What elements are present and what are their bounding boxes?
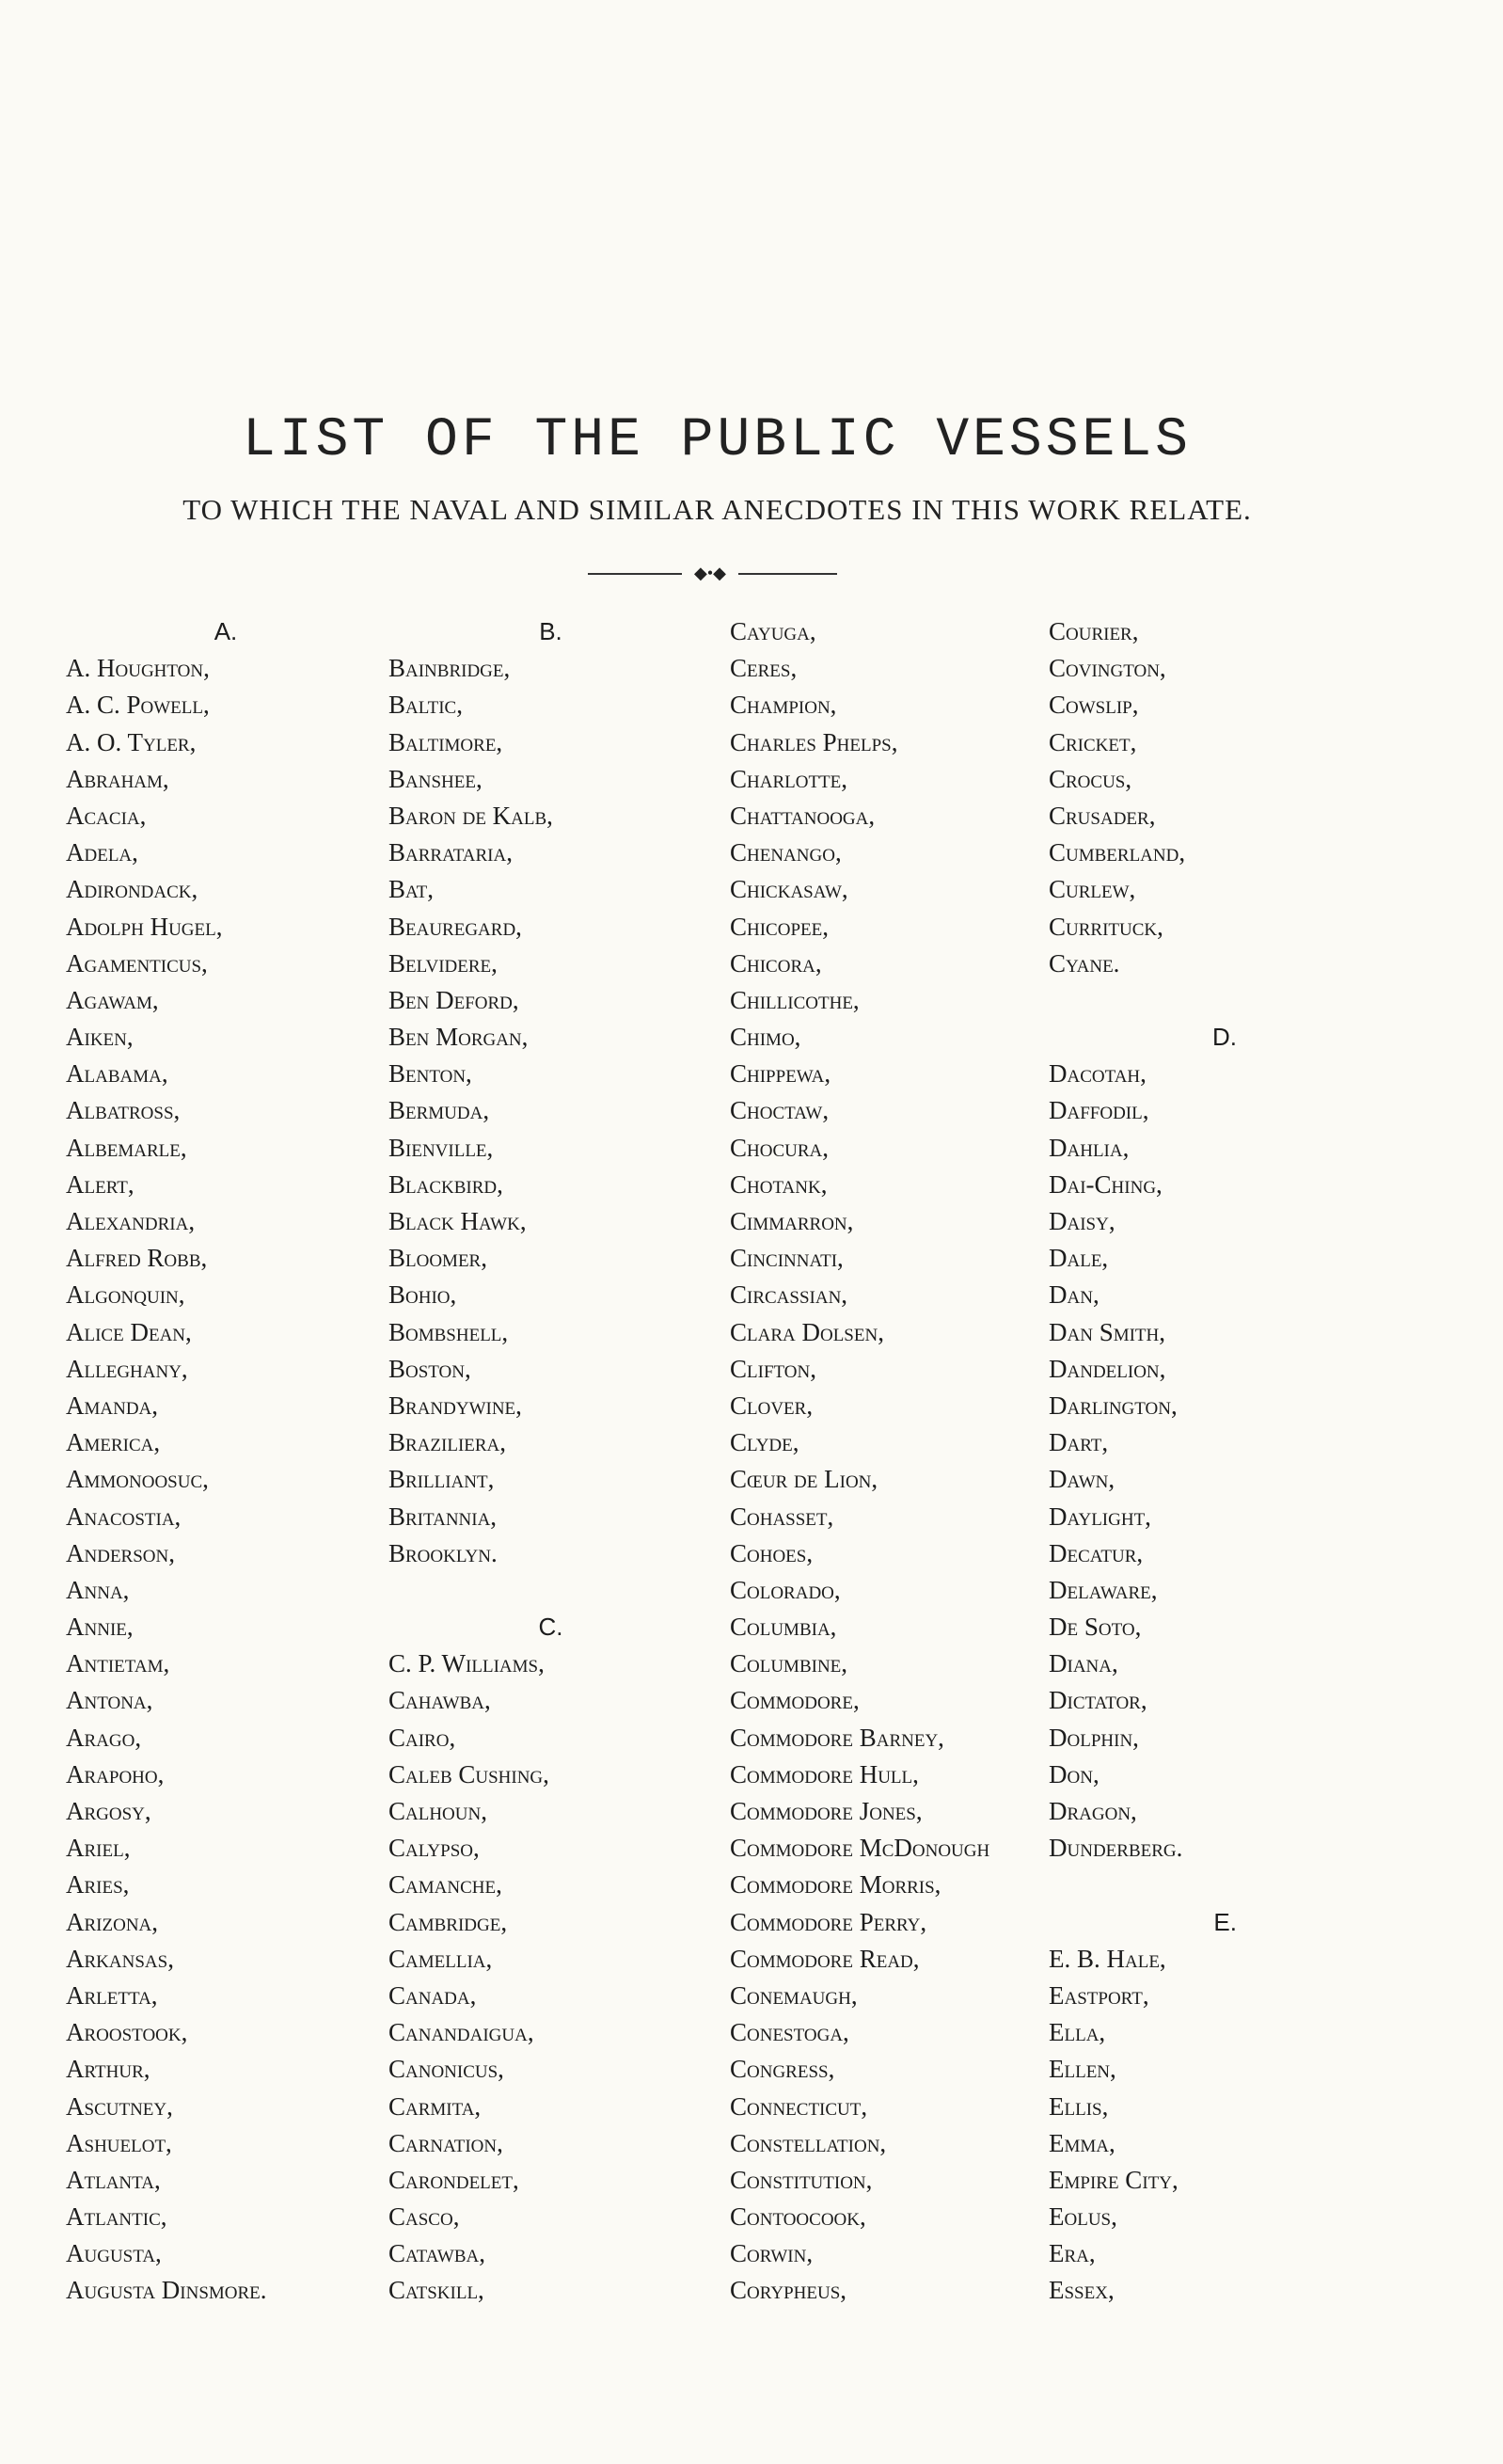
vessel-entry: Baltimore, — [388, 727, 503, 756]
vessel-entry: Arthur, — [66, 2055, 150, 2084]
vessel-entry: Corwin, — [730, 2239, 814, 2268]
vessel-entry: Conestoga, — [730, 2018, 849, 2047]
vessel-entry: Columbia, — [730, 1613, 837, 1642]
vessel-entry: Brilliant, — [388, 1465, 495, 1494]
vessel-entry: Emma, — [1049, 2128, 1115, 2157]
vessel-entry: Aroostook, — [66, 2018, 188, 2047]
vessel-entry: Connecticut, — [730, 2091, 868, 2121]
vessel-entry: Braziliera, — [388, 1428, 507, 1457]
vessel-entry: Chicora, — [730, 948, 822, 978]
vessel-entry: Arkansas, — [66, 1944, 174, 1973]
vessel-entry: Alexandria, — [66, 1207, 196, 1235]
vessel-entry: Ascutney, — [66, 2091, 173, 2121]
vessel-entry: Ammonoosuc, — [66, 1465, 209, 1494]
vessel-entry: Cayuga, — [730, 617, 816, 645]
vessel-entry: Alice Dean, — [66, 1317, 192, 1346]
vessel-entry: Alleghany, — [66, 1354, 188, 1383]
vessel-entry: Brandywine, — [388, 1391, 522, 1420]
vessel-entry: Alfred Robb, — [66, 1244, 208, 1273]
vessel-entry: Alert, — [66, 1169, 134, 1199]
vessel-entry: Cyane. — [1049, 948, 1120, 978]
vessel-entry: Casco, — [388, 2202, 460, 2232]
vessel-entry: Black Hawk, — [388, 1207, 527, 1235]
vessel-entry: Charlotte, — [730, 764, 848, 793]
vessel-entry: Dunderberg. — [1049, 1834, 1183, 1863]
vessel-entry: Arapoho, — [66, 1759, 165, 1788]
vessel-entry: Empire City, — [1049, 2165, 1179, 2194]
vessel-entry: Baron de Kalb, — [388, 801, 553, 830]
vessel-entry: Curlew, — [1049, 875, 1136, 904]
page-subtitle: TO WHICH THE NAVAL AND SIMILAR ANECDOTES IN THIS WORK RELATE. — [182, 493, 1252, 526]
vessel-entry: Crocus, — [1049, 764, 1132, 793]
vessel-entry: A. O. Tyler, — [66, 727, 197, 756]
vessel-column-3 — [730, 613, 1050, 2310]
vessel-entry: A. Houghton, — [66, 654, 210, 683]
vessel-column-1 — [66, 613, 386, 2310]
vessel-entry: Ellis, — [1049, 2091, 1109, 2121]
vessel-entry: Blackbird, — [388, 1169, 503, 1199]
vessel-entry: Dragon, — [1049, 1797, 1137, 1825]
vessel-entry: Aries, — [66, 1870, 130, 1900]
vessel-entry: Conemaugh, — [730, 1980, 858, 2010]
vessel-entry: Covington, — [1049, 654, 1166, 683]
vessel-entry: Ella, — [1049, 2018, 1106, 2047]
vessel-column-4 — [1049, 613, 1237, 2310]
vessel-entry: Cincinnati, — [730, 1244, 844, 1273]
vessel-entry: Chotank, — [730, 1169, 828, 1199]
vessel-entry: Antietam, — [66, 1649, 170, 1678]
vessel-entry: Chippewa, — [730, 1059, 831, 1089]
vessel-entry: Columbine, — [730, 1649, 848, 1678]
vessel-entry: Clara Dolsen, — [730, 1317, 884, 1346]
vessel-entry: Bermuda, — [388, 1096, 490, 1125]
vessel-entry: Ariel, — [66, 1834, 131, 1863]
vessel-entry: Cimmarron, — [730, 1207, 854, 1235]
vessel-column-2 — [388, 613, 713, 2310]
vessel-entry: Adela, — [66, 838, 138, 867]
vessel-entry: Beauregard, — [388, 912, 522, 941]
vessel-entry: Alabama, — [66, 1059, 168, 1089]
vessel-entry: Cricket, — [1049, 727, 1137, 756]
vessel-entry: Delaware, — [1049, 1575, 1158, 1604]
vessel-entry: Catskill, — [388, 2276, 484, 2305]
section-gap — [1049, 982, 1237, 1019]
vessel-entry: Camanche, — [388, 1870, 502, 1900]
vessel-entry: Decatur, — [1049, 1538, 1144, 1567]
vessel-entry: Canada, — [388, 1980, 477, 2010]
vessel-entry: Augusta, — [66, 2239, 162, 2268]
vessel-entry: Amanda, — [66, 1391, 159, 1420]
vessel-entry: Courier, — [1049, 617, 1139, 645]
vessel-entry: Adirondack, — [66, 875, 198, 904]
vessel-entry: Commodore, — [730, 1686, 860, 1715]
vessel-entry: Dahlia, — [1049, 1133, 1130, 1162]
vessel-entry: Dale, — [1049, 1244, 1109, 1273]
vessel-entry: E. B. Hale, — [1049, 1944, 1166, 1973]
vessel-entry: Bainbridge, — [388, 654, 511, 683]
vessel-entry: Commodore Read, — [730, 1944, 920, 1973]
vessel-entry: Argosy, — [66, 1797, 151, 1825]
divider-ornament: ◆•◆ — [682, 562, 738, 584]
vessel-entry: Constitution, — [730, 2165, 873, 2194]
vessel-entry: Contoocook, — [730, 2202, 866, 2232]
vessel-entry: Bombshell, — [388, 1317, 509, 1346]
vessel-entry: Commodore Perry, — [730, 1907, 927, 1936]
vessel-entry: Daffodil, — [1049, 1096, 1149, 1125]
vessel-entry: Cohoes, — [730, 1538, 814, 1567]
vessel-entry: Arago, — [66, 1723, 142, 1752]
vessel-entry: Commodore Hull, — [730, 1759, 919, 1788]
vessel-entry: Augusta Dinsmore. — [66, 2276, 267, 2305]
vessel-entry: Dan, — [1049, 1280, 1100, 1310]
vessel-entry: Congress, — [730, 2055, 835, 2084]
vessel-entry: Carondelet, — [388, 2165, 519, 2194]
section-gap — [1049, 1867, 1237, 1903]
vessel-entry: Brooklyn. — [388, 1538, 498, 1567]
vessel-entry: Dandelion, — [1049, 1354, 1166, 1383]
vessel-entry: Dai-Ching, — [1049, 1169, 1163, 1199]
vessel-entry: Dictator, — [1049, 1686, 1147, 1715]
section-heading: A. — [214, 617, 238, 645]
vessel-entry: Bat, — [388, 875, 434, 904]
vessel-entry: Essex, — [1049, 2276, 1115, 2305]
vessel-entry: Currituck, — [1049, 912, 1163, 941]
vessel-entry: Cahawba, — [388, 1686, 491, 1715]
vessel-entry: Agawam, — [66, 985, 159, 1014]
vessel-entry: Belvidere, — [388, 948, 498, 978]
vessel-entry: De Soto, — [1049, 1613, 1142, 1642]
vessel-entry: Dolphin, — [1049, 1723, 1139, 1752]
vessel-entry: Chocura, — [730, 1133, 829, 1162]
vessel-entry: Camellia, — [388, 1944, 493, 1973]
vessel-entry: Arletta, — [66, 1980, 158, 2010]
vessel-entry: Annie, — [66, 1613, 134, 1642]
vessel-entry: Cohasset, — [730, 1502, 834, 1531]
vessel-entry: Dart, — [1049, 1428, 1109, 1457]
vessel-entry: Era, — [1049, 2239, 1096, 2268]
vessel-entry: Ceres, — [730, 654, 798, 683]
vessel-entry: Champion, — [730, 691, 837, 720]
vessel-entry: Dan Smith, — [1049, 1317, 1166, 1346]
vessel-entry: A. C. Powell, — [66, 691, 210, 720]
vessel-entry: Eastport, — [1049, 1980, 1149, 2010]
vessel-entry: C. P. Williams, — [388, 1649, 545, 1678]
vessel-entry: Cambridge, — [388, 1907, 508, 1936]
vessel-entry: Carmita, — [388, 2091, 482, 2121]
vessel-entry: Catawba, — [388, 2239, 485, 2268]
vessel-entry: Ellen, — [1049, 2055, 1116, 2084]
vessel-entry: Crusader, — [1049, 801, 1156, 830]
vessel-entry: Calhoun, — [388, 1797, 487, 1825]
vessel-entry: Cowslip, — [1049, 691, 1139, 720]
vessel-entry: Bohio, — [388, 1280, 457, 1310]
vessel-entry: Britannia, — [388, 1502, 498, 1531]
vessel-entry: Acacia, — [66, 801, 147, 830]
vessel-entry: Charles Phelps, — [730, 727, 898, 756]
vessel-entry: Circassian, — [730, 1280, 848, 1310]
section-heading: E. — [1213, 1907, 1237, 1936]
vessel-entry: Barrataria, — [388, 838, 513, 867]
vessel-entry: Algonquin, — [66, 1280, 185, 1310]
vessel-entry: Antona, — [66, 1686, 153, 1715]
vessel-entry: Agamenticus, — [66, 948, 208, 978]
vessel-entry: Bienville, — [388, 1133, 494, 1162]
section-heading: B. — [539, 617, 562, 645]
vessel-entry: America, — [66, 1428, 161, 1457]
section-heading: D. — [1212, 1023, 1237, 1052]
vessel-entry: Darlington, — [1049, 1391, 1178, 1420]
vessel-entry: Ben Deford, — [388, 985, 519, 1014]
vessel-entry: Aiken, — [66, 1023, 134, 1052]
vessel-entry: Cairo, — [388, 1723, 456, 1752]
vessel-entry: Diana, — [1049, 1649, 1118, 1678]
vessel-entry: Caleb Cushing, — [388, 1759, 549, 1788]
vessel-entry: Colorado, — [730, 1575, 841, 1604]
vessel-entry: Anacostia, — [66, 1502, 182, 1531]
vessel-entry: Chicopee, — [730, 912, 829, 941]
page-title: LIST OF THE PUBLIC VESSELS — [243, 410, 1192, 471]
vessel-entry: Albemarle, — [66, 1133, 187, 1162]
vessel-entry: Constellation, — [730, 2128, 887, 2157]
vessel-entry: Adolph Hugel, — [66, 912, 223, 941]
vessel-entry: Clyde, — [730, 1428, 799, 1457]
vessel-entry: Eolus, — [1049, 2202, 1117, 2232]
vessel-entry: Benton, — [388, 1059, 472, 1089]
vessel-entry: Commodore Morris, — [730, 1870, 941, 1900]
vessel-entry: Don, — [1049, 1759, 1100, 1788]
vessel-entry: Arizona, — [66, 1907, 159, 1936]
vessel-entry: Ben Morgan, — [388, 1023, 529, 1052]
vessel-entry: Cumberland, — [1049, 838, 1186, 867]
vessel-entry: Daylight, — [1049, 1502, 1151, 1531]
vessel-entry: Boston, — [388, 1354, 471, 1383]
vessel-entry: Atlanta, — [66, 2165, 161, 2194]
vessel-entry: Choctaw, — [730, 1096, 830, 1125]
vessel-entry: Ashuelot, — [66, 2128, 172, 2157]
vessel-entry: Daisy, — [1049, 1207, 1115, 1235]
vessel-entry: Dacotah, — [1049, 1059, 1147, 1089]
vessel-entry: Baltic, — [388, 691, 463, 720]
vessel-entry: Chillicothe, — [730, 985, 860, 1014]
vessel-entry: Chenango, — [730, 838, 842, 867]
vessel-entry: Corypheus, — [730, 2276, 847, 2305]
vessel-entry: Banshee, — [388, 764, 483, 793]
vessel-entry: Commodore Barney, — [730, 1723, 944, 1752]
vessel-entry: Cœur de Lion, — [730, 1465, 878, 1494]
vessel-entry: Anderson, — [66, 1538, 175, 1567]
vessel-entry: Chimo, — [730, 1023, 801, 1052]
vessel-entry: Commodore McDonough — [730, 1834, 990, 1863]
section-gap — [388, 1572, 713, 1609]
vessel-entry: Atlantic, — [66, 2202, 167, 2232]
vessel-entry: Albatross, — [66, 1096, 181, 1125]
vessel-entry: Clover, — [730, 1391, 814, 1420]
vessel-entry: Canonicus, — [388, 2055, 504, 2084]
vessel-entry: Commodore Jones, — [730, 1797, 923, 1825]
vessel-entry: Chattanooga, — [730, 801, 876, 830]
vessel-entry: Chickasaw, — [730, 875, 848, 904]
section-heading: C. — [538, 1613, 563, 1642]
vessel-entry: Dawn, — [1049, 1465, 1115, 1494]
vessel-entry: Anna, — [66, 1575, 130, 1604]
vessel-entry: Bloomer, — [388, 1244, 487, 1273]
vessel-entry: Calypso, — [388, 1834, 480, 1863]
vessel-entry: Carnation, — [388, 2128, 503, 2157]
vessel-entry: Canandaigua, — [388, 2018, 534, 2047]
vessel-entry: Clifton, — [730, 1354, 816, 1383]
vessel-entry: Abraham, — [66, 764, 169, 793]
